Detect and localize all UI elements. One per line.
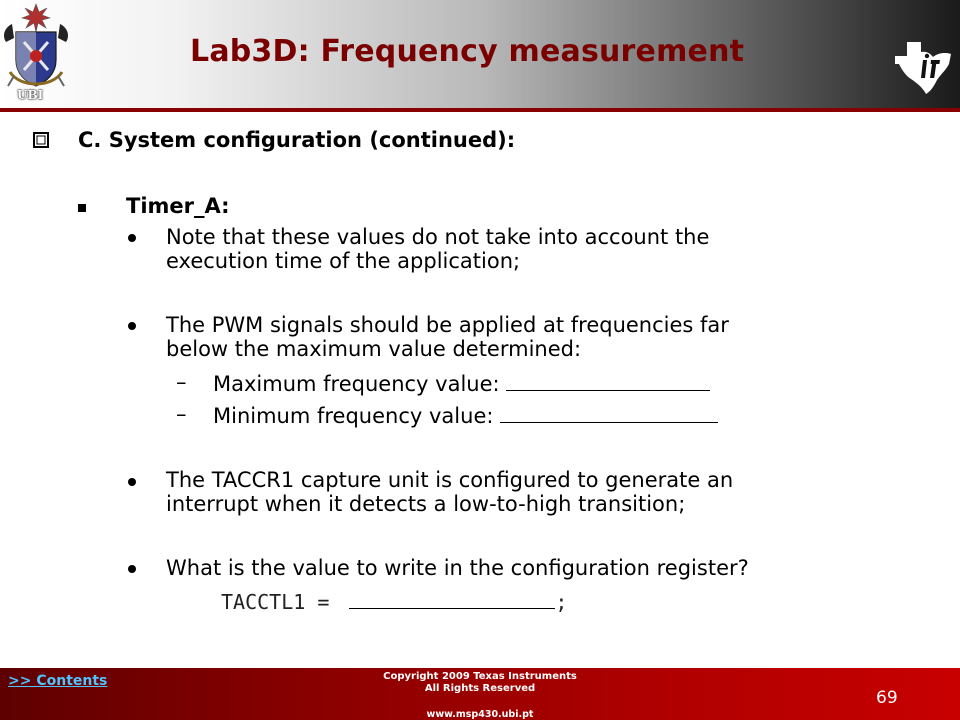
min-frequency-blank bbox=[500, 404, 718, 423]
min-frequency-label: Minimum frequency value: bbox=[213, 404, 494, 428]
round-bullet-icon bbox=[128, 234, 136, 242]
subsection-heading: Timer_A: bbox=[126, 194, 230, 218]
list-item-text: execution time of the application; bbox=[166, 249, 521, 273]
round-bullet-icon bbox=[128, 322, 136, 330]
section-heading: C. System configuration (continued): bbox=[78, 128, 516, 152]
max-frequency-line bbox=[213, 372, 710, 396]
round-bullet-icon bbox=[128, 565, 136, 573]
page-number: 69 bbox=[876, 688, 898, 708]
ubi-logo-text: UBI bbox=[17, 88, 44, 102]
header-bar bbox=[0, 0, 960, 108]
list-item-text: The TACCR1 capture unit is configured to generate an bbox=[166, 468, 734, 492]
square-bullet-icon bbox=[78, 204, 86, 212]
register-value-blank bbox=[349, 590, 555, 609]
copyright-notice bbox=[0, 671, 960, 695]
website-url: www.msp430.ubi.pt bbox=[426, 709, 534, 720]
checkbox-bullet-icon bbox=[33, 132, 49, 148]
list-item-text: Note that these values do not take into account the bbox=[166, 225, 710, 249]
max-frequency-label: Maximum frequency value: bbox=[213, 372, 500, 396]
code-suffix: ; bbox=[555, 590, 568, 614]
copyright-line: All Rights Reserved bbox=[424, 683, 536, 694]
code-prefix: TACCTL1 = bbox=[221, 590, 330, 614]
slide-content bbox=[0, 112, 960, 668]
list-item-text: The PWM signals should be applied at frequencies far bbox=[166, 313, 729, 337]
list-item-text: What is the value to write in the configuration register? bbox=[166, 556, 749, 580]
list-item-text: below the maximum value determined: bbox=[166, 337, 582, 361]
contents-link[interactable]: >> Contents bbox=[8, 673, 108, 689]
max-frequency-blank bbox=[506, 372, 710, 391]
copyright-line: Copyright 2009 Texas Instruments bbox=[383, 671, 577, 682]
min-frequency-line bbox=[213, 404, 718, 428]
footer-bar bbox=[0, 668, 960, 720]
dash-bullet-icon: – bbox=[176, 370, 187, 394]
round-bullet-icon bbox=[128, 478, 136, 486]
code-line bbox=[221, 590, 567, 614]
slide-title: Lab3D: Frequency measurement bbox=[190, 34, 745, 69]
dash-bullet-icon: – bbox=[176, 402, 187, 426]
texas-instruments-logo-icon bbox=[893, 38, 955, 96]
list-item-text: interrupt when it detects a low-to-high transition; bbox=[166, 492, 686, 516]
